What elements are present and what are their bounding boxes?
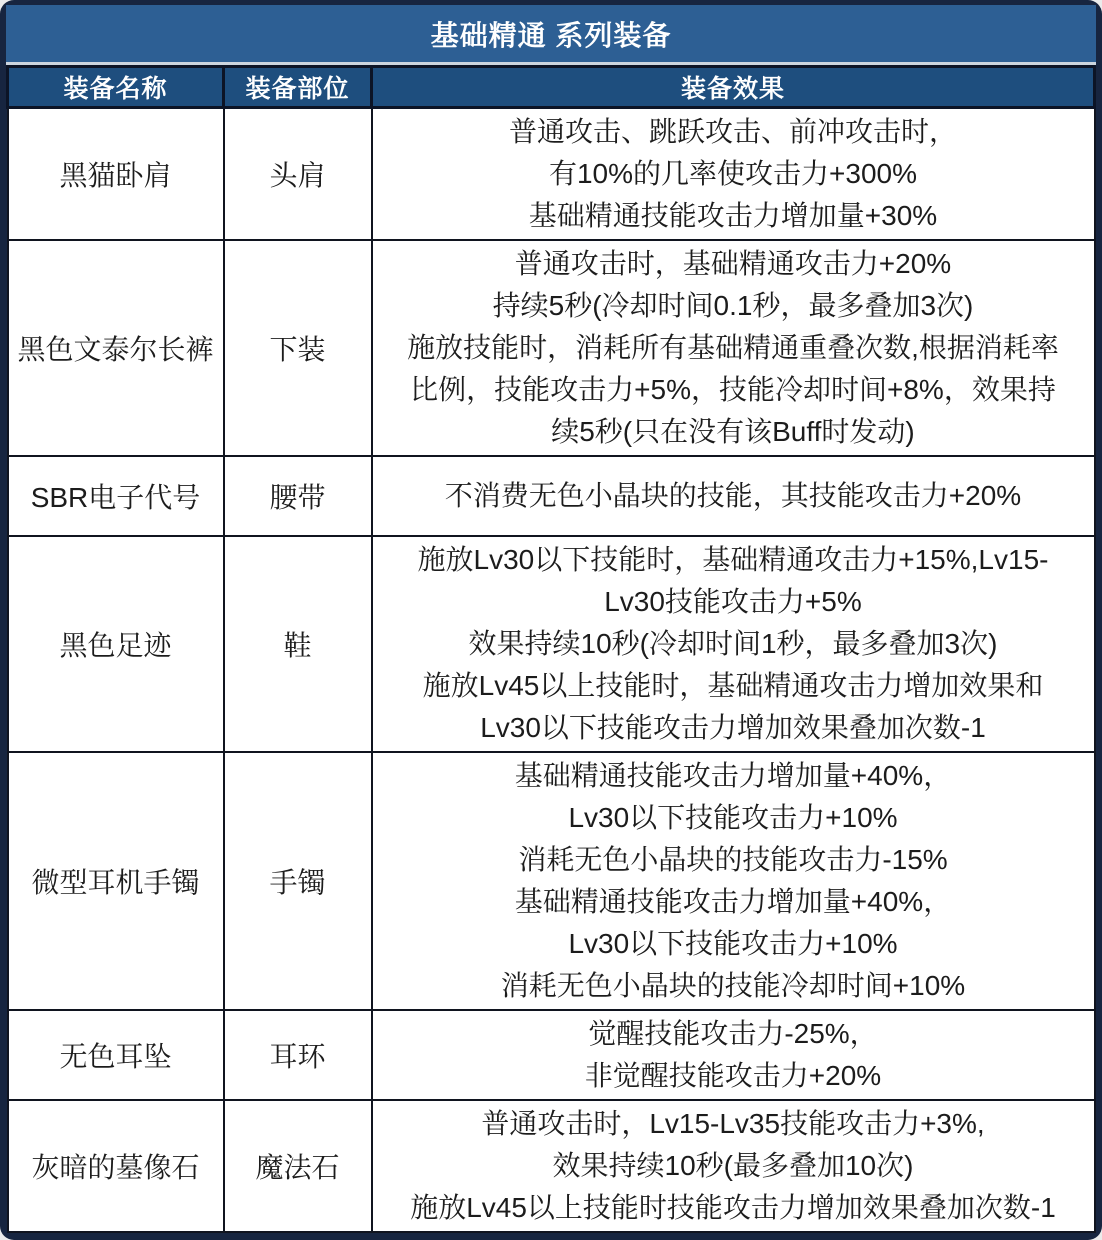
effect-line: Lv30以下技能攻击力+10% xyxy=(568,928,898,959)
equipment-part-cell: 耳环 xyxy=(224,1010,372,1100)
effect-line: 普通攻击时，Lv15-Lv35技能攻击力+3%, xyxy=(481,1108,985,1139)
effect-line: 续5秒(只在没有该Buff时发动) xyxy=(551,416,915,447)
equipment-name-cell: 灰暗的墓像石 xyxy=(8,1100,224,1232)
equipment-effect-cell xyxy=(372,240,1095,456)
effect-line: 持续5秒(冷却时间0.1秒，最多叠加3次) xyxy=(492,290,974,321)
equipment-table xyxy=(6,65,1096,1233)
effect-line: Lv30以下技能攻击力增加效果叠加次数-1 xyxy=(480,712,986,743)
effect-line: 消耗无色小晶块的技能攻击力-15% xyxy=(518,844,948,875)
effect-line: 效果持续10秒(最多叠加10次) xyxy=(552,1150,914,1181)
equipment-effect-cell xyxy=(372,456,1095,536)
equipment-part-cell: 腰带 xyxy=(224,456,372,536)
effect-line: 基础精通技能攻击力增加量+40%， xyxy=(514,760,952,791)
table-header-row xyxy=(8,67,1095,108)
equipment-part-cell: 下装 xyxy=(224,240,372,456)
effect-line: 施放Lv45以上技能时，基础精通攻击力增加效果和 xyxy=(422,670,1044,701)
effect-line: 效果持续10秒(冷却时间1秒，最多叠加3次) xyxy=(468,628,998,659)
equipment-name-cell: 微型耳机手镯 xyxy=(8,752,224,1010)
effect-line: 基础精通技能攻击力增加量+30% xyxy=(528,200,938,231)
equipment-effect-cell xyxy=(372,752,1095,1010)
table-row xyxy=(8,752,1095,1010)
effect-line: 消耗无色小晶块的技能冷却时间+10% xyxy=(500,970,966,1001)
equipment-part-cell: 鞋 xyxy=(224,536,372,752)
effect-line: Lv30技能攻击力+5% xyxy=(604,586,862,617)
table-row xyxy=(8,536,1095,752)
table-body xyxy=(8,108,1095,1233)
table-row xyxy=(8,108,1095,241)
column-header-name: 装备名称 xyxy=(8,67,224,108)
effect-line: 有10%的几率使攻击力+300% xyxy=(548,158,917,189)
effect-line: 施放Lv45以上技能时技能攻击力增加效果叠加次数-1 xyxy=(410,1192,1056,1223)
equipment-effect-cell xyxy=(372,1100,1095,1232)
effect-line: 觉醒技能攻击力-25%， xyxy=(588,1018,878,1049)
equipment-name-cell: 黑色文泰尔长裤 xyxy=(8,240,224,456)
equipment-effect-cell xyxy=(372,1010,1095,1100)
effect-line: 不消费无色小晶块的技能，其技能攻击力+20% xyxy=(444,480,1022,511)
table-row xyxy=(8,240,1095,456)
table-row xyxy=(8,1100,1095,1232)
equipment-name-cell: SBR电子代号 xyxy=(8,456,224,536)
effect-line: 施放技能时，消耗所有基础精通重叠次数,根据消耗率 xyxy=(407,332,1059,363)
effect-line: 基础精通技能攻击力增加量+40%， xyxy=(514,886,952,917)
effect-line: 普通攻击、跳跃攻击、前冲攻击时， xyxy=(508,116,957,147)
equipment-name-cell: 无色耳坠 xyxy=(8,1010,224,1100)
effect-line: 非觉醒技能攻击力+20% xyxy=(584,1060,882,1091)
effect-line: 施放Lv30以下技能时，基础精通攻击力+15%,Lv15- xyxy=(417,544,1049,575)
equipment-part-cell: 头肩 xyxy=(224,108,372,241)
equipment-part-cell: 手镯 xyxy=(224,752,372,1010)
equipment-effect-cell xyxy=(372,108,1095,241)
column-header-effect: 装备效果 xyxy=(372,67,1095,108)
equipment-name-cell: 黑猫卧肩 xyxy=(8,108,224,241)
table-row xyxy=(8,456,1095,536)
column-header-part: 装备部位 xyxy=(224,67,372,108)
table-row xyxy=(8,1010,1095,1100)
effect-line: Lv30以下技能攻击力+10% xyxy=(568,802,898,833)
equipment-name-cell: 黑色足迹 xyxy=(8,536,224,752)
table-title: 基础精通 系列装备 xyxy=(6,5,1096,65)
equipment-effect-cell xyxy=(372,536,1095,752)
effect-line: 普通攻击时，基础精通攻击力+20% xyxy=(514,248,952,279)
effect-line: 比例，技能攻击力+5%，技能冷却时间+8%，效果持 xyxy=(410,374,1056,405)
equipment-part-cell: 魔法石 xyxy=(224,1100,372,1232)
